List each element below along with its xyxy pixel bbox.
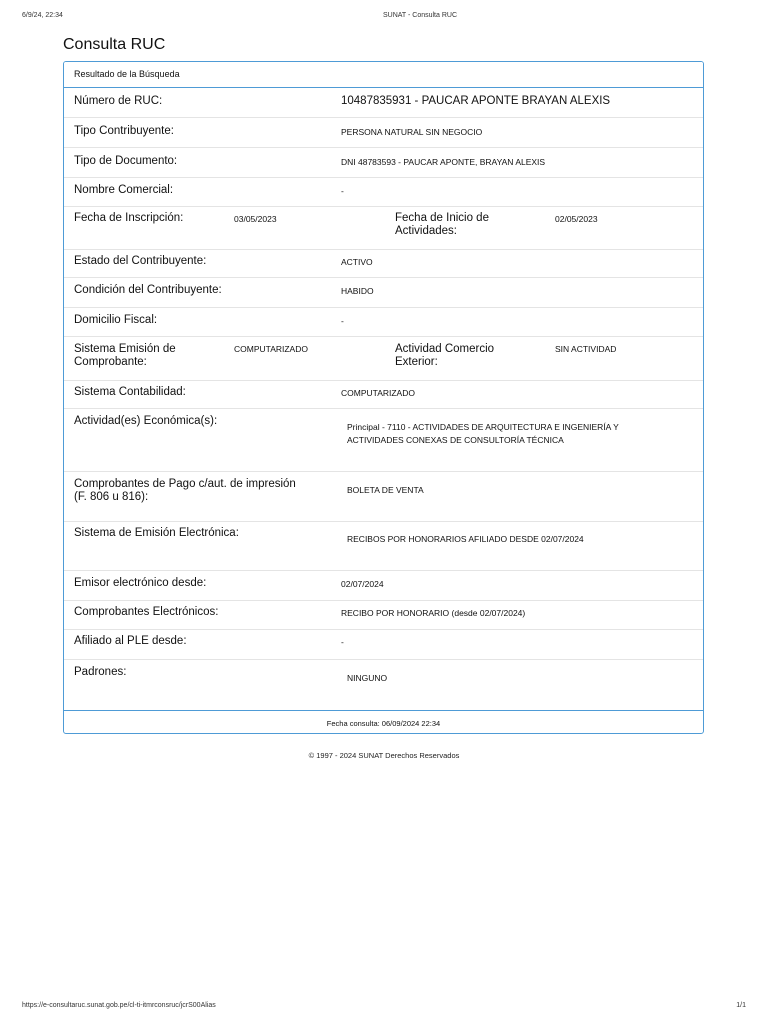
sistema-emision-value: COMPUTARIZADO	[234, 344, 308, 354]
print-footer	[0, 1002, 768, 1014]
sistema-emision-label-2: Comprobante:	[74, 356, 147, 368]
row-nombre-comercial	[64, 178, 703, 207]
tipo-documento-label: Tipo de Documento:	[74, 155, 178, 167]
tipo-contribuyente-label: Tipo Contribuyente:	[74, 125, 174, 137]
contabilidad-label: Sistema Contabilidad:	[74, 386, 186, 398]
comercio-exterior-label-1: Actividad Comercio	[395, 343, 495, 355]
print-url: https://e-consultaruc.sunat.gob.pe/cl-ti-itmrconsruc/jcrS00Alias	[22, 1002, 216, 1009]
row-emisor-desde	[64, 571, 703, 601]
sistema-emision-label-1: Sistema Emisión de	[74, 343, 176, 355]
condicion-label: Condición del Contribuyente:	[74, 284, 222, 296]
comercio-exterior-value: SIN ACTIVIDAD	[555, 344, 617, 354]
results-panel	[63, 61, 704, 734]
emisor-desde-value: 02/07/2024	[341, 579, 384, 589]
tipo-contribuyente-value: PERSONA NATURAL SIN NEGOCIO	[341, 127, 483, 137]
fecha-inicio-value: 02/05/2023	[555, 214, 598, 224]
ruc-label: Número de RUC:	[74, 95, 163, 107]
estado-value: ACTIVO	[341, 257, 373, 267]
ple-value: -	[341, 637, 344, 647]
fecha-inscripcion-value: 03/05/2023	[234, 214, 277, 224]
row-condicion	[64, 278, 703, 308]
estado-label: Estado del Contribuyente:	[74, 255, 207, 267]
comprobantes-pago-label-2: (F. 806 u 816):	[74, 491, 149, 503]
print-header	[0, 12, 768, 24]
ruc-value: 10487835931 - PAUCAR APONTE BRAYAN ALEXIS	[341, 95, 611, 107]
row-comprobantes-pago	[64, 472, 703, 522]
row-comprobantes-electronicos	[64, 601, 703, 630]
row-estado	[64, 250, 703, 278]
comercio-exterior-label-2: Exterior:	[395, 356, 438, 368]
actividades-value-1: Principal - 7110 - ACTIVIDADES DE ARQUITECTURA E INGENIERÍA Y	[347, 422, 619, 432]
emision-electronica-label: Sistema de Emisión Electrónica:	[74, 527, 239, 539]
domicilio-value: -	[341, 316, 344, 326]
print-date: 6/9/24, 22:34	[22, 12, 63, 19]
row-contabilidad	[64, 381, 703, 409]
comprobantes-pago-value: BOLETA DE VENTA	[347, 485, 424, 495]
row-ruc	[64, 88, 703, 118]
actividades-value-2: ACTIVIDADES CONEXAS DE CONSULTORÍA TÉCNICA	[347, 435, 564, 445]
contabilidad-value: COMPUTARIZADO	[341, 388, 415, 398]
padrones-label: Padrones:	[74, 666, 127, 678]
row-emision-electronica	[64, 522, 703, 571]
fecha-inscripcion-label: Fecha de Inscripción:	[74, 212, 184, 224]
panel-heading: Resultado de la Búsqueda	[64, 62, 703, 88]
padrones-value: NINGUNO	[347, 673, 388, 683]
emision-electronica-value: RECIBOS POR HONORARIOS AFILIADO DESDE 02/07/2024	[347, 534, 584, 544]
nombre-comercial-value: -	[341, 186, 344, 196]
page-title: Consulta RUC	[63, 36, 166, 53]
row-domicilio	[64, 308, 703, 337]
actividades-label: Actividad(es) Económica(s):	[74, 415, 218, 427]
comprobantes-electronicos-label: Comprobantes Electrónicos:	[74, 606, 219, 618]
row-ple	[64, 630, 703, 660]
print-title: SUNAT - Consulta RUC	[382, 12, 458, 19]
row-tipo-contribuyente	[64, 118, 703, 148]
row-tipo-documento	[64, 148, 703, 178]
print-page-number: 1/1	[736, 1002, 746, 1009]
comprobantes-electronicos-value: RECIBO POR HONORARIO (desde 02/07/2024)	[341, 608, 526, 618]
row-padrones	[64, 660, 703, 710]
comprobantes-pago-label-1: Comprobantes de Pago c/aut. de impresión	[74, 478, 296, 490]
emisor-desde-label: Emisor electrónico desde:	[74, 577, 207, 589]
row-fechas	[64, 207, 703, 250]
ple-label: Afiliado al PLE desde:	[74, 635, 187, 647]
row-actividades	[64, 409, 703, 472]
domicilio-label: Domicilio Fiscal:	[74, 314, 158, 326]
fecha-consulta: Fecha consulta: 06/09/2024 22:34	[64, 710, 703, 734]
condicion-value: HABIDO	[341, 286, 374, 296]
copyright: © 1997 - 2024 SUNAT Derechos Reservados	[308, 751, 460, 760]
fecha-inicio-label-1: Fecha de Inicio de	[395, 212, 489, 224]
fecha-inicio-label-2: Actividades:	[395, 225, 458, 237]
tipo-documento-value: DNI 48783593 - PAUCAR APONTE, BRAYAN ALEXIS	[341, 157, 546, 167]
nombre-comercial-label: Nombre Comercial:	[74, 184, 174, 196]
row-sistemas	[64, 337, 703, 381]
